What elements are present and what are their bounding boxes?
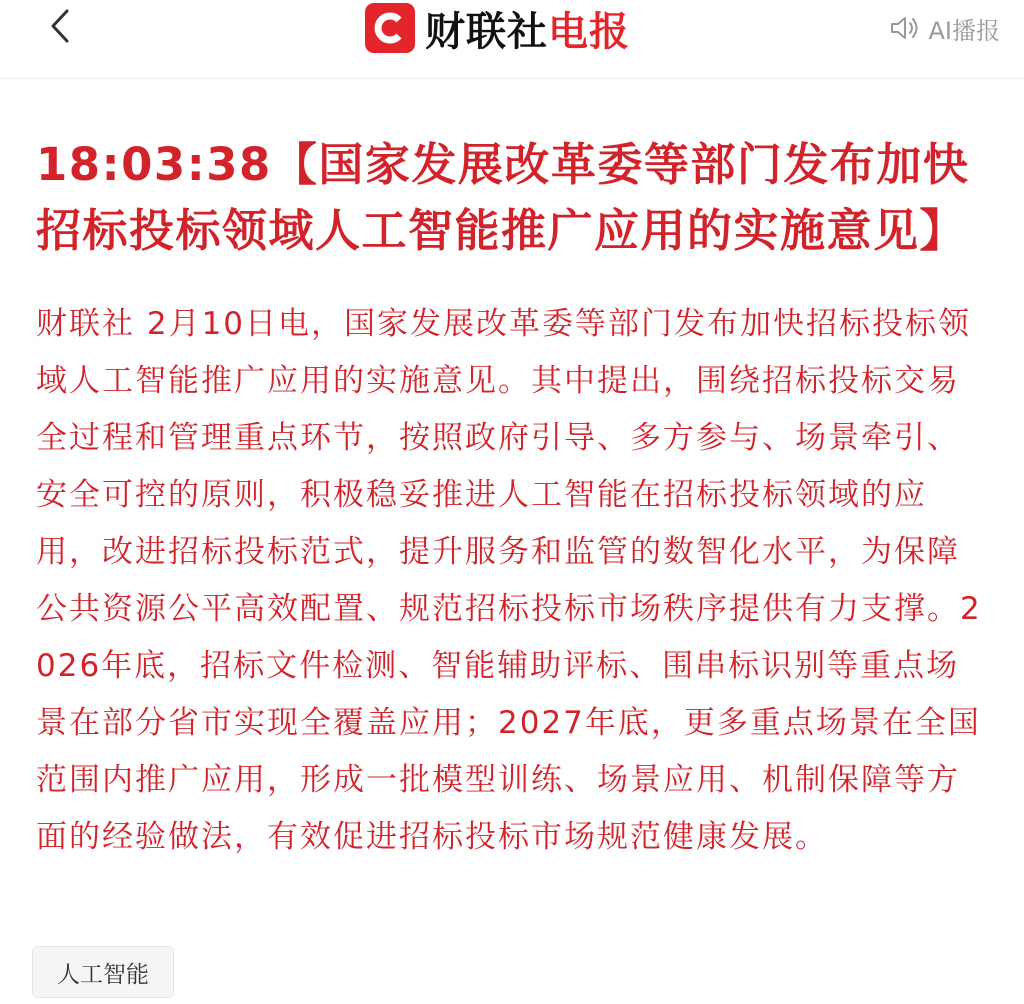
logo-badge bbox=[365, 3, 415, 53]
app-logo bbox=[365, 2, 630, 54]
logo-text-accent: 电报 bbox=[548, 8, 630, 55]
ai-broadcast-button[interactable] bbox=[889, 8, 1001, 48]
top-nav-bar bbox=[0, 0, 1024, 79]
logo-c-icon bbox=[373, 11, 407, 45]
topic-tag[interactable] bbox=[32, 946, 174, 998]
article-body: 财联社 2月10日电，国家发展改革委等部门发布加快招标投标领域人工智能推广应用的实施意见。其中提出，围绕招标投标交易全过程和管理重点环节，按照政府引导、多方参与、场景牵引、安全可控的原则，积极稳妥推进人工智能在招标投标领域的应用，改进招标投标范式，提升服务和监管的数智化水平，为保障公共资源公平高效配置、规范招标投标市场秩序提供有力支撑。2026年底，招标文件检测、智能辅助评标、围串标识别等重点场景在部分省市实现全覆盖应用；2027年底，更多重点场景在全国范围内推广应用，形成一批模型训练、场景应用、机制保障等方面的经验做法，有效促进招标投标市场规范健康发展。 bbox=[36, 306, 982, 855]
article-headline: 18:03:38【国家发展改革委等部门发布加快招标投标领域人工智能推广应用的实施意见】 bbox=[36, 138, 970, 257]
speaker-icon bbox=[889, 14, 919, 42]
back-button[interactable] bbox=[40, 6, 80, 46]
logo-text-main: 财联社 bbox=[425, 8, 548, 55]
topic-tag-label: 人工智能 bbox=[57, 961, 149, 988]
logo-wordmark bbox=[425, 0, 630, 57]
chevron-left-icon bbox=[49, 8, 71, 44]
ai-broadcast-label: AI播报 bbox=[928, 16, 1000, 45]
